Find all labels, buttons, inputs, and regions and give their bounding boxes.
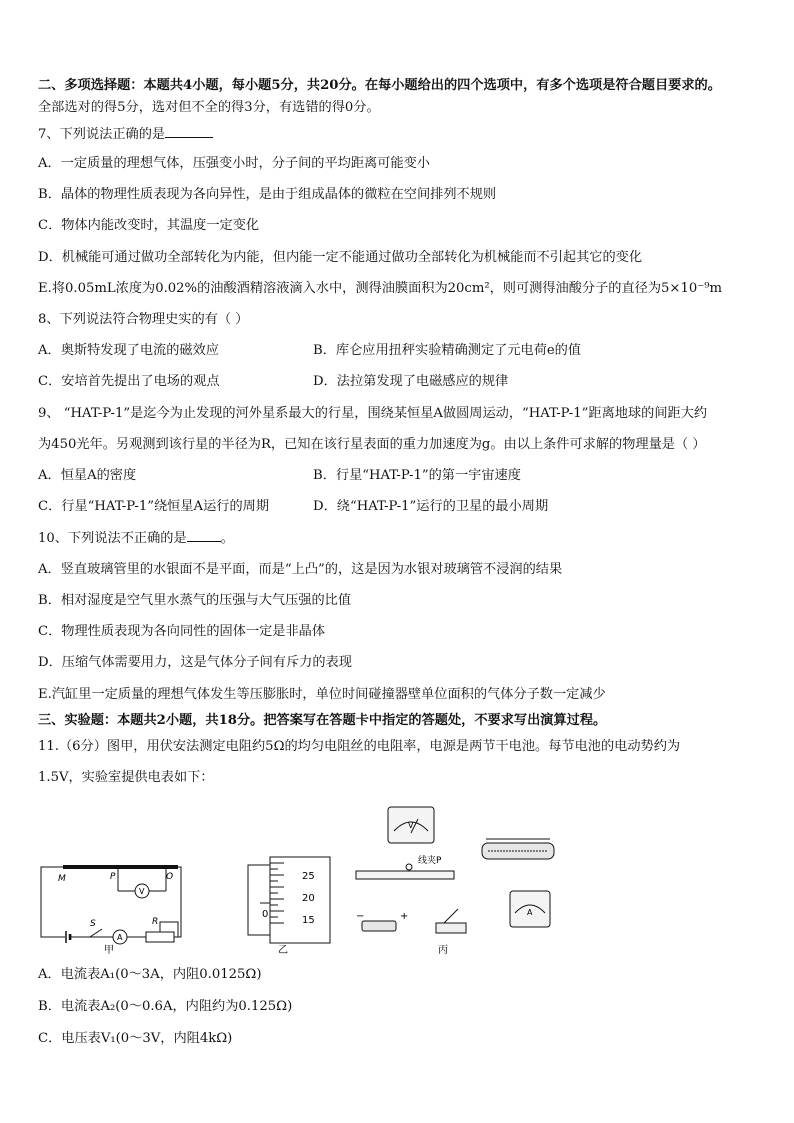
q8-option-a: A．奥斯特发现了电流的磁效应 <box>38 343 219 358</box>
q10-stem-end: 。 <box>220 531 234 546</box>
q10-option-b: B．相对湿度是空气里水蒸气的压强与大气压强的比值 <box>38 593 352 608</box>
q7-option-b: B．晶体的物理性质表现为各向异性，是由于组成晶体的微粒在空间排列不规则 <box>38 187 497 202</box>
battery-device <box>362 921 396 931</box>
switch-lever <box>444 909 458 923</box>
wire-clip <box>406 864 412 870</box>
q8-option-d: D．法拉第发现了电磁感应的规律 <box>313 374 509 389</box>
label-m: M <box>58 874 66 884</box>
rheostat-body <box>146 932 174 942</box>
device-a-label: A <box>527 908 533 917</box>
caption-bing: 丙 <box>438 945 448 956</box>
q9-stem-line2: 为450光年。另观测到该行星的半径为R，已知在该行星表面的重力加速度为g。由以上条件可求解的物理量是（ ） <box>38 437 706 452</box>
q10-stem-text: 10、下列说法不正确的是 <box>38 531 187 546</box>
battery-minus-label: − <box>356 911 365 922</box>
micrometer-label-0: 0 <box>262 909 269 920</box>
micrometer-sleeve <box>248 865 270 935</box>
q10-option-e: E.汽缸里一定质量的理想气体发生等压膨胀时，单位时间碰撞器壁单位面积的气体分子数一定减少 <box>38 687 606 702</box>
section2-heading-line1: 二、多项选择题：本题共4小题，每小题5分，共20分。在每小题给出的四个选项中，有多个选项是符合题目要求的。 <box>38 78 721 93</box>
device-v-label: V <box>408 821 414 830</box>
q11-option-c: C．电压表V₁(0～3V，内阻4kΩ) <box>38 1031 233 1046</box>
q7-option-a: A．一定质量的理想气体，压强变小时，分子间的平均距离可能变小 <box>38 156 430 171</box>
micrometer-label-15: 15 <box>302 915 315 926</box>
q10-option-d: D．压缩气体需要用力，这是气体分子间有斥力的表现 <box>38 655 352 670</box>
figure-bing-apparatus <box>356 807 554 933</box>
battery-plus-label: + <box>400 911 409 922</box>
micrometer-thimble <box>270 857 330 943</box>
q9-option-a: A．恒星A的密度 <box>38 468 137 483</box>
q10-answer-blank <box>187 529 221 542</box>
label-s: S <box>90 919 96 929</box>
q11-stem-line1: 11.（6分）图甲，用伏安法测定电阻约5Ω的均匀电阻丝的电阻率，电源是两节干电池。每节电池的电动势约为 <box>38 739 681 754</box>
figure-yi-micrometer <box>248 857 330 943</box>
wire-clip-label: 线夹P <box>418 856 442 866</box>
label-r: R <box>152 917 159 927</box>
label-o: O <box>166 872 174 882</box>
q8-option-b: B．库仑应用扭秤实验精确测定了元电荷e的值 <box>313 343 582 358</box>
q11-option-a: A．电流表A₁(0～3A，内阻0.0125Ω) <box>38 967 262 982</box>
q7-stem-text: 7、下列说法正确的是 <box>38 127 166 142</box>
q11-option-b: B．电流表A₂(0～0.6A，内阻约为0.125Ω) <box>38 999 293 1014</box>
experiment-figure <box>38 795 598 960</box>
switch-base <box>436 923 466 933</box>
caption-yi: 乙 <box>278 945 288 956</box>
caption-jia: 甲 <box>104 945 114 956</box>
q7-option-c: C．物体内能改变时，其温度一定变化 <box>38 218 260 233</box>
q9-stem-line1: 9、 “HAT-P-1”是迄今为止发现的河外星系最大的行星，围绕某恒星A做圆周运动，“HAT-P-1”距离地球的间距大约 <box>38 406 708 421</box>
section3-heading: 三、实验题：本题共2小题，共18分。把答案写在答题卡中指定的答题处，不要求写出演算过程。 <box>38 713 607 728</box>
switch-blade <box>90 929 102 937</box>
q7-option-d: D．机械能可通过做功全部转化为内能，但内能一定不能通过做功全部转化为机械能而不引起其它的变化 <box>38 250 643 265</box>
q11-stem-line2: 1.5V，实验室提供电表如下： <box>38 770 214 785</box>
section2-heading-line2: 全部选对的得5分，选对但不全的得3分，有选错的得0分。 <box>38 100 380 115</box>
q10-stem <box>38 529 234 548</box>
q7-option-e: E.将0.05mL浓度为0.02%的油酸酒精溶液滴入水中，测得油膜面积为20cm²，则可测得油酸分子的直径为5×10⁻⁹m <box>38 281 723 296</box>
label-v: V <box>139 887 145 896</box>
q8-stem: 8、下列说法符合物理史实的有（ ） <box>38 312 249 327</box>
wire-board <box>356 871 454 879</box>
q9-option-b: B．行星“HAT-P-1”的第一宇宙速度 <box>313 468 521 483</box>
q7-stem <box>38 125 213 144</box>
q7-answer-blank <box>165 125 213 138</box>
micrometer-label-25: 25 <box>302 871 315 882</box>
micrometer-label-20: 20 <box>302 893 315 904</box>
label-a: A <box>117 933 123 942</box>
q10-option-c: C．物理性质表现为各向同性的固体一定是非晶体 <box>38 624 326 639</box>
q9-option-d: D．绕“HAT-P-1”运行的卫星的最小周期 <box>313 499 549 514</box>
q8-option-c: C．安培首先提出了电场的观点 <box>38 374 220 389</box>
q10-option-a: A．竖直玻璃管里的水银面不是平面，而是“上凸”的，这是因为水银对玻璃管不浸润的结果 <box>38 562 563 577</box>
q9-option-c: C．行星“HAT-P-1”绕恒星A运行的周期 <box>38 499 270 514</box>
label-p: P <box>110 872 116 882</box>
